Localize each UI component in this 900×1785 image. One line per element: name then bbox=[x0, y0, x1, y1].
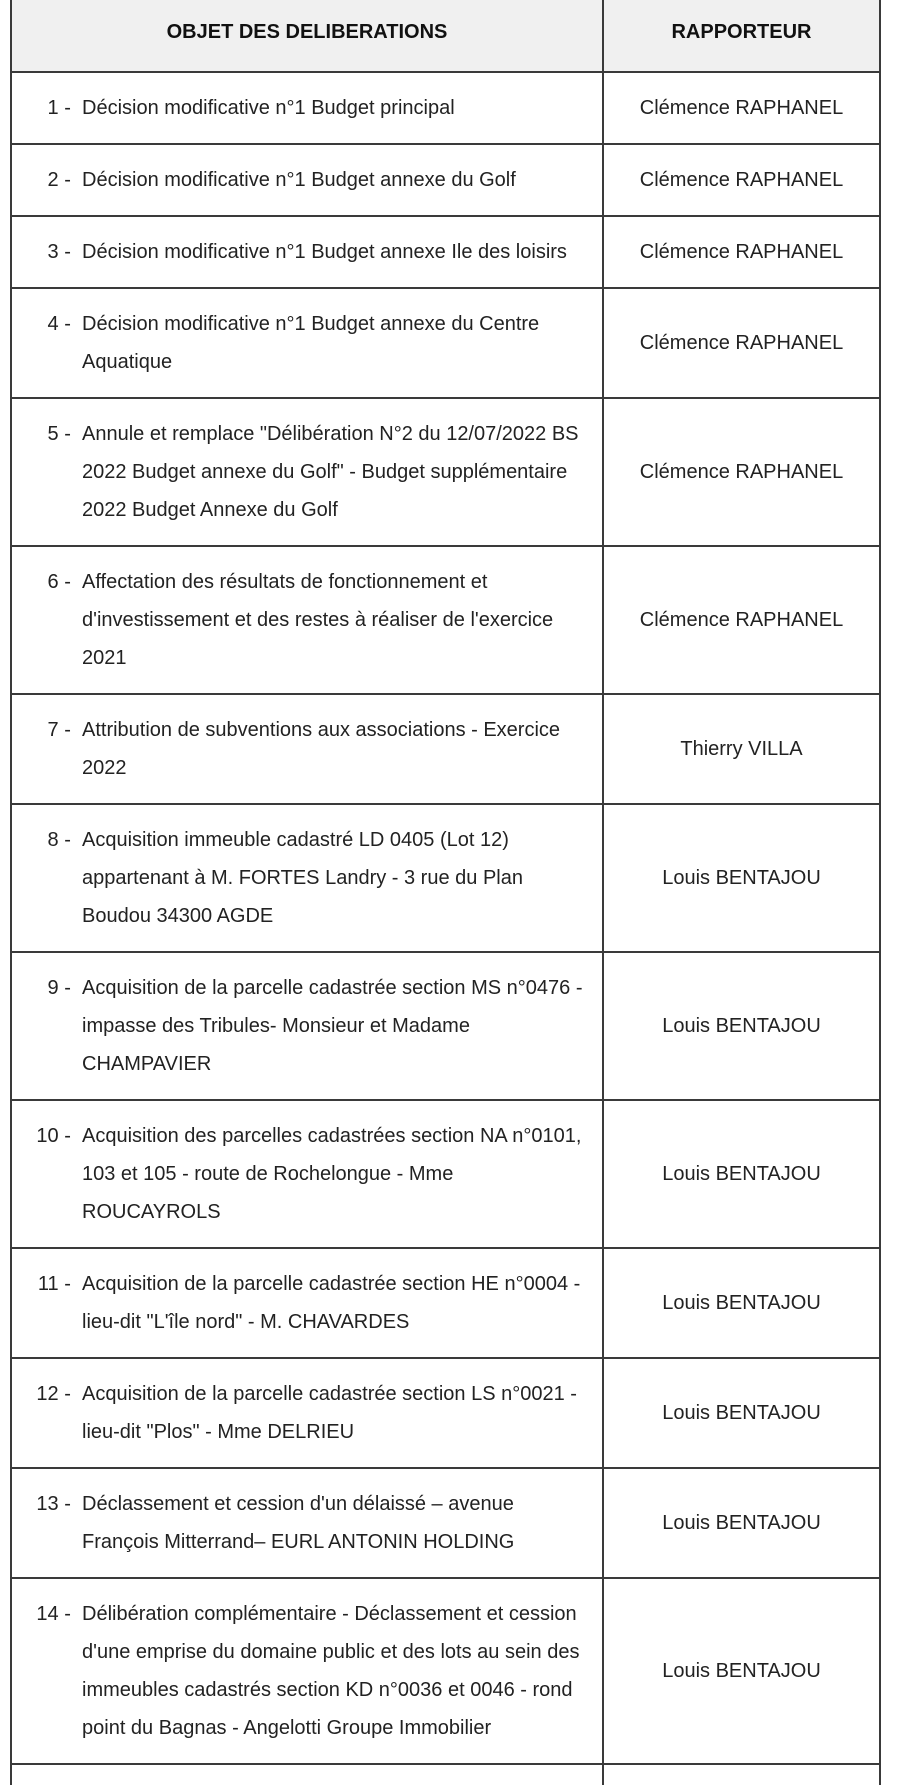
deliberation-object-cell bbox=[12, 1101, 604, 1247]
deliberation-text: Décision modificative n°1 Budget annexe Ile des loisirs bbox=[82, 241, 567, 263]
table-row bbox=[12, 399, 879, 547]
deliberation-object-cell bbox=[12, 1469, 604, 1577]
table-row bbox=[12, 953, 879, 1101]
deliberation-number: 3 - bbox=[47, 241, 82, 263]
deliberation-text: Affectation des résultats de fonctionnement et d'investissement et des restes à réaliser de l'exercice 2021 bbox=[82, 571, 554, 669]
table-row bbox=[12, 1101, 879, 1249]
deliberation-object-cell bbox=[12, 289, 604, 397]
table-row bbox=[12, 805, 879, 953]
table-row bbox=[12, 547, 879, 695]
deliberation-object-cell bbox=[12, 547, 604, 693]
rapporteur-cell: Clémence RAPHANEL bbox=[639, 331, 844, 354]
rapporteur-cell: Clémence RAPHANEL bbox=[639, 460, 844, 483]
deliberation-object-cell bbox=[12, 953, 604, 1099]
rapporteur-cell: Thierry VILLA bbox=[680, 737, 803, 760]
deliberation-object-cell bbox=[12, 1359, 604, 1467]
deliberation-number: 5 - bbox=[47, 423, 82, 445]
deliberation-text: Acquisition de la parcelle cadastrée section MS n°0476 - impasse des Tribules- Monsieur et Madame CHAMPAVIER bbox=[82, 977, 583, 1075]
table-row-partial bbox=[12, 1765, 879, 1785]
deliberation-object-cell bbox=[12, 73, 604, 143]
table-row bbox=[12, 217, 879, 289]
deliberation-object-cell bbox=[12, 217, 604, 287]
deliberation-number: 14 - bbox=[36, 1603, 82, 1625]
deliberation-number: 12 - bbox=[36, 1383, 82, 1405]
deliberation-text: Acquisition de la parcelle cadastrée section LS n°0021 - lieu-dit "Plos" - Mme DELRIEU bbox=[82, 1383, 577, 1443]
deliberation-object-cell bbox=[12, 1249, 604, 1357]
deliberation-object-cell bbox=[12, 695, 604, 803]
deliberation-text: Déclassement et cession d'un délaissé – avenue François Mitterrand– EURL ANTONIN HOLDING bbox=[82, 1493, 515, 1553]
table-row bbox=[12, 1579, 879, 1765]
table-header-row bbox=[12, 0, 879, 73]
deliberation-text: Acquisition immeuble cadastré LD 0405 (Lot 12) appartenant à M. FORTES Landry - 3 rue du Plan Boudou 34300 AGDE bbox=[82, 829, 523, 927]
deliberation-text: Annule et remplace "Délibération N°2 du 12/07/2022 BS 2022 Budget annexe du Golf" - Budget supplémentaire 2022 Budget Annexe du Golf bbox=[82, 423, 579, 521]
rapporteur-cell: Louis BENTAJOU bbox=[662, 1511, 821, 1534]
deliberation-number: 7 - bbox=[47, 719, 82, 741]
rapporteur-cell: Louis BENTAJOU bbox=[662, 1162, 821, 1185]
deliberation-number: 2 - bbox=[47, 169, 82, 191]
deliberation-text: Décision modificative n°1 Budget annexe du Golf bbox=[82, 169, 516, 191]
deliberation-text: Attribution de subventions aux associations - Exercice 2022 bbox=[82, 719, 561, 779]
table-row bbox=[12, 1469, 879, 1579]
deliberation-number: 4 - bbox=[47, 313, 82, 335]
deliberation-number: 10 - bbox=[36, 1125, 82, 1147]
deliberation-text: Acquisition des parcelles cadastrées section NA n°0101, 103 et 105 - route de Rochelongue - Mme ROUCAYROLS bbox=[82, 1125, 582, 1223]
table-row bbox=[12, 695, 879, 805]
deliberation-text: Décision modificative n°1 Budget principal bbox=[82, 97, 455, 119]
rapporteur-cell: Louis BENTAJOU bbox=[662, 866, 821, 889]
table-row bbox=[12, 1359, 879, 1469]
deliberation-text: Acquisition de la parcelle cadastrée section HE n°0004 - lieu-dit "L'île nord" - M. CHAVARDES bbox=[82, 1273, 581, 1333]
deliberation-text: Délibération complémentaire - Déclassement et cession d'une emprise du domaine public et des lots au sein des immeubles cadastrés section KD n°0036 et 0046 - rond point du Bagnas - Angelotti Groupe Immobilier bbox=[82, 1603, 580, 1739]
deliberation-object-cell bbox=[12, 1579, 604, 1763]
rapporteur-cell: Clémence RAPHANEL bbox=[639, 168, 844, 191]
rapporteur-cell: Clémence RAPHANEL bbox=[639, 240, 844, 263]
deliberation-number: 1 - bbox=[47, 97, 82, 119]
header-objet: OBJET DES DELIBERATIONS bbox=[12, 0, 604, 71]
header-rapporteur: RAPPORTEUR bbox=[671, 21, 812, 43]
rapporteur-cell: Clémence RAPHANEL bbox=[639, 96, 844, 119]
table-row bbox=[12, 145, 879, 217]
deliberation-number: 9 - bbox=[47, 977, 82, 999]
rapporteur-cell: Louis BENTAJOU bbox=[662, 1291, 821, 1314]
table-row bbox=[12, 289, 879, 399]
deliberations-table bbox=[10, 0, 881, 1785]
table-row bbox=[12, 1249, 879, 1359]
deliberation-object-cell bbox=[12, 805, 604, 951]
deliberation-number: 6 - bbox=[47, 571, 82, 593]
deliberation-text: Décision modificative n°1 Budget annexe du Centre Aquatique bbox=[82, 313, 540, 373]
table-row bbox=[12, 73, 879, 145]
deliberation-number: 13 - bbox=[36, 1493, 82, 1515]
rapporteur-cell: Clémence RAPHANEL bbox=[639, 608, 844, 631]
deliberation-object-cell bbox=[12, 145, 604, 215]
deliberation-number: 11 - bbox=[37, 1273, 82, 1295]
rapporteur-cell: Louis BENTAJOU bbox=[662, 1014, 821, 1037]
rapporteur-cell: Louis BENTAJOU bbox=[662, 1401, 821, 1424]
deliberation-object-cell bbox=[12, 399, 604, 545]
deliberation-number: 8 - bbox=[47, 829, 82, 851]
rapporteur-cell: Louis BENTAJOU bbox=[662, 1659, 821, 1682]
